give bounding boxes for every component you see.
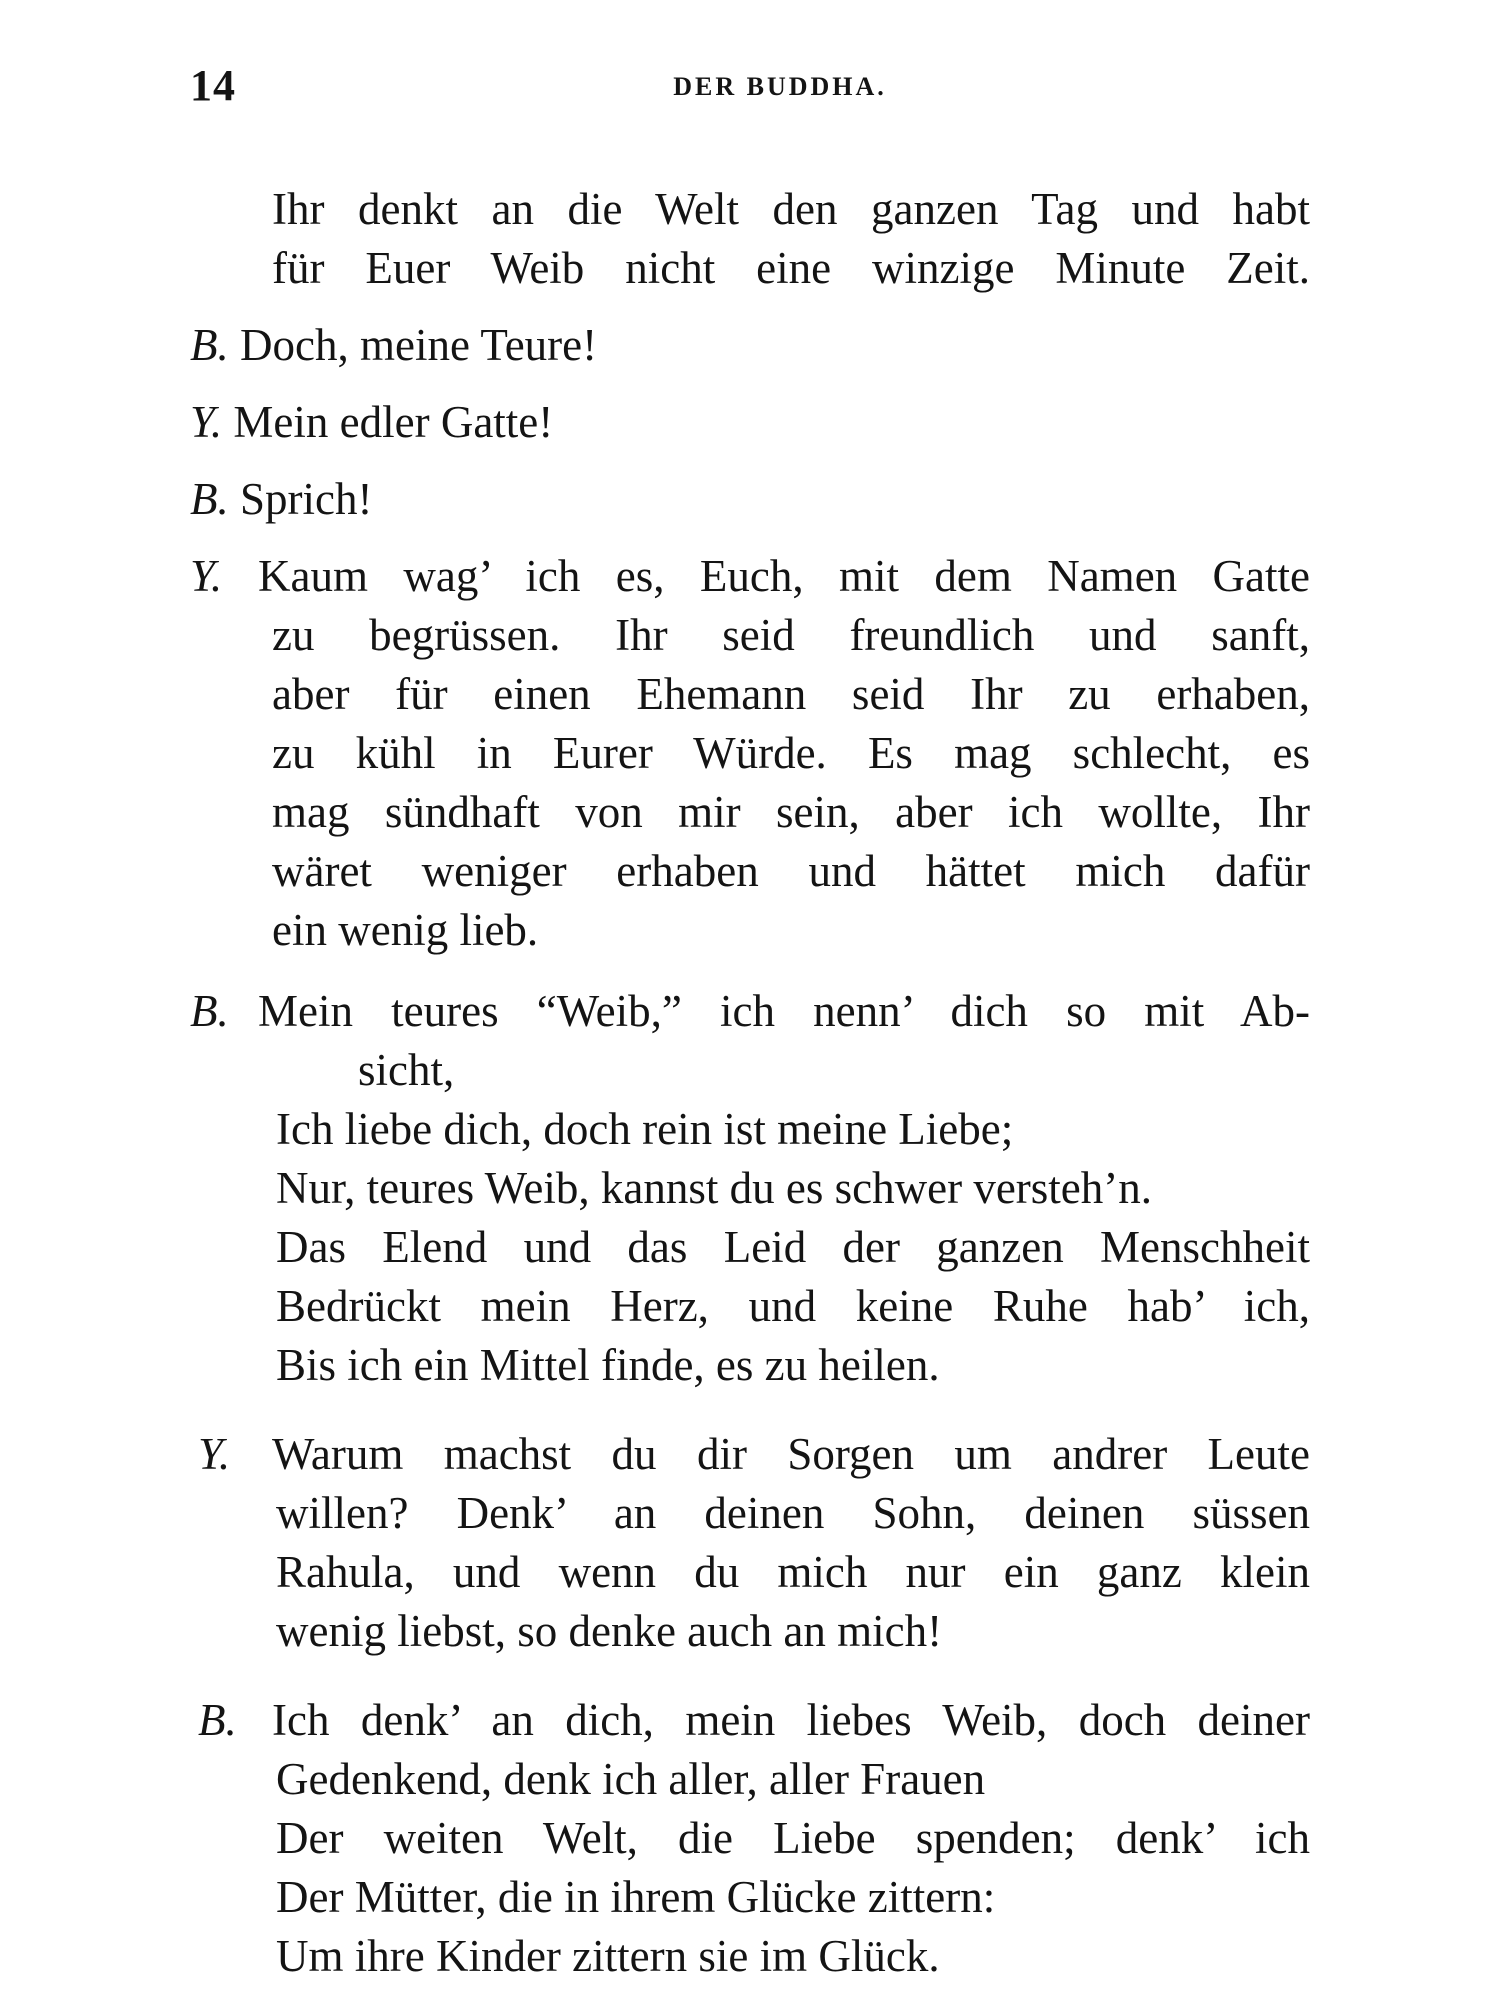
speaker-label: Y. — [190, 397, 223, 447]
speech-line — [190, 316, 1310, 375]
text-line: Doch, meine Teure! — [240, 320, 598, 370]
text-line: Um ihre Kinder zittern sie im Glück. — [276, 1931, 940, 1981]
text-line: Rahula, und wenn du mich nur ein ganz klein — [276, 1547, 1310, 1597]
text-line: Warum machst du dir Sorgen um andrer Leute — [272, 1429, 1310, 1479]
text-line: zu kühl in Eurer Würde. Es mag schlecht, es — [272, 728, 1310, 778]
text-line: willen? Denk’ an deinen Sohn, deinen süssen — [276, 1488, 1310, 1538]
speaker-label: B. — [198, 1695, 237, 1745]
text-line: wäret weniger erhaben und hättet mich dafür — [272, 846, 1310, 896]
speech-line — [190, 547, 1310, 606]
text-line: Sprich! — [240, 474, 373, 524]
text-line: Ich denk’ an dich, mein liebes Weib, doch deiner — [272, 1695, 1310, 1745]
text-line: ein wenig lieb. — [272, 905, 539, 955]
speech-line — [190, 470, 1310, 529]
speech-line — [190, 982, 1310, 1041]
text-line: sicht, — [358, 1045, 455, 1095]
text-line: aber für einen Ehemann seid Ihr zu erhaben, — [272, 669, 1310, 719]
text-line: Bedrückt mein Herz, und keine Ruhe hab’ ich, — [276, 1281, 1310, 1331]
text-line: für Euer Weib nicht eine winzige Minute Zeit. — [272, 243, 1310, 293]
speaker-label: B. — [190, 474, 229, 524]
text-line: Mein edler Gatte! — [233, 397, 554, 447]
speaker-label: B. — [190, 986, 229, 1036]
speech-line — [190, 393, 1310, 452]
text-line: Der weiten Welt, die Liebe spenden; denk’ ich — [276, 1813, 1310, 1863]
text-line: Gedenkend, denk ich aller, aller Frauen — [276, 1754, 986, 1804]
speech-line — [190, 1691, 1310, 1750]
text-line: Ich liebe dich, doch rein ist meine Liebe; — [276, 1104, 1014, 1154]
speech-line — [190, 1425, 1310, 1484]
speaker-label: Y. — [198, 1429, 231, 1479]
text-line: Nur, teures Weib, kannst du es schwer versteh’n. — [276, 1163, 1153, 1213]
text-line: zu begrüssen. Ihr seid freundlich und sanft, — [272, 610, 1310, 660]
speaker-label: B. — [190, 320, 229, 370]
speaker-label: Y. — [190, 551, 223, 601]
text-line: Kaum wag’ ich es, Euch, mit dem Namen Gatte — [258, 551, 1310, 601]
text-line: Der Mütter, die in ihrem Glücke zittern: — [276, 1872, 996, 1922]
running-title: DER BUDDHA. — [673, 72, 887, 101]
page-number: 14 — [190, 61, 236, 110]
text-line: mag sündhaft von mir sein, aber ich wollte, Ihr — [272, 787, 1310, 837]
dialogue-text — [190, 180, 1310, 1986]
text-line: Bis ich ein Mittel finde, es zu heilen. — [276, 1340, 940, 1390]
text-line: Das Elend und das Leid der ganzen Menschheit — [276, 1222, 1310, 1272]
running-head — [190, 60, 1310, 120]
text-line: Ihr denkt an die Welt den ganzen Tag und habt — [272, 184, 1310, 234]
text-line: wenig liebst, so denke auch an mich! — [276, 1606, 943, 1656]
text-line: Mein teures “Weib,” ich nenn’ dich so mit Ab- — [258, 986, 1310, 1036]
